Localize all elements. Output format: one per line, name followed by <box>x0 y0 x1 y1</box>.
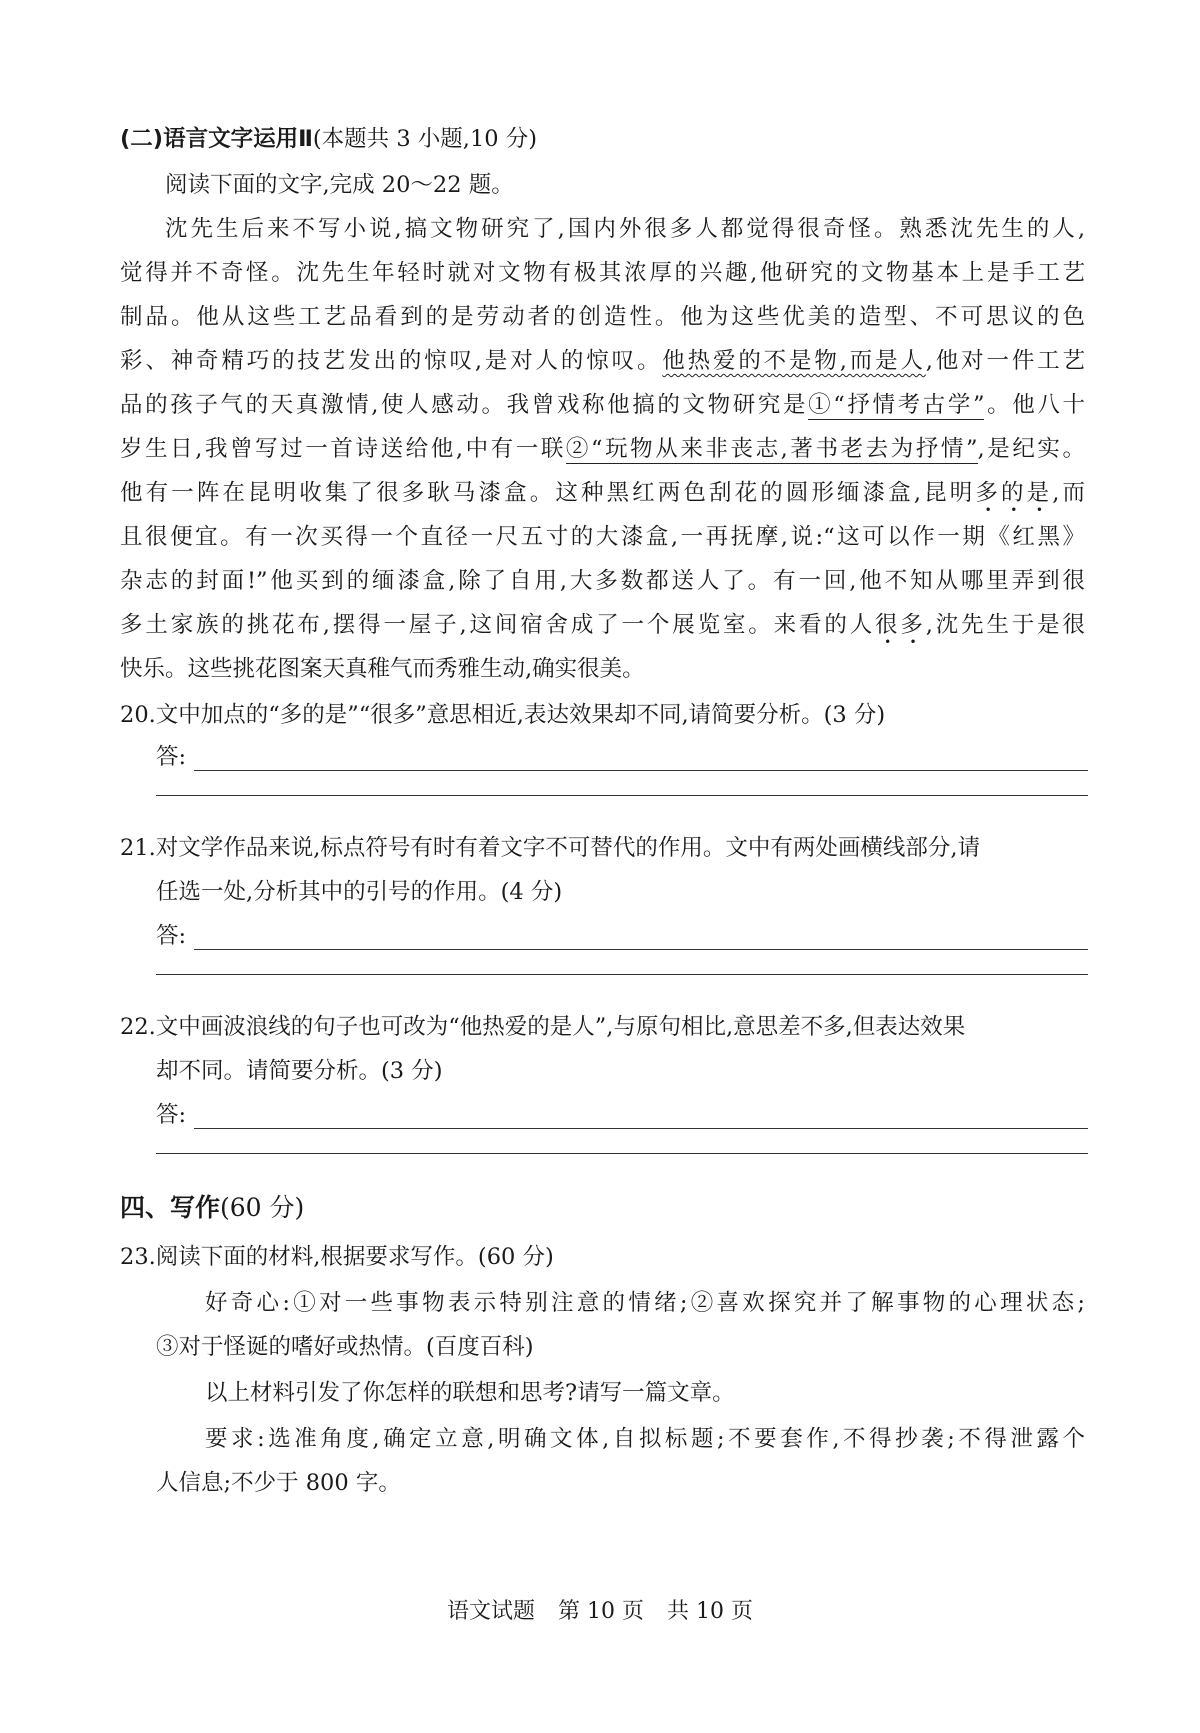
answer-line[interactable] <box>194 770 1088 771</box>
underlined-phrase-1: ①“抒情考古学” <box>808 392 985 418</box>
passage-line: 觉得并不奇怪。沈先生年轻时就对文物有极其浓厚的兴趣,他研究的文物基本上是手工艺 <box>120 260 1085 286</box>
passage-line: 杂志的封面!”他买到的缅漆盒,除了自用,大多数都送人了。有一回,他不知从哪里弄到很 <box>120 568 1085 594</box>
passage-line: 快乐。这些挑花图案天真稚气而秀雅生动,确实很美。 <box>120 656 645 682</box>
question-22-cont: 却不同。请简要分析。(3 分) <box>156 1058 443 1084</box>
question-21: 21.对文学作品来说,标点符号有时有着文字不可替代的作用。文中有两处画横线部分,请 <box>120 835 981 861</box>
question-22: 22.文中画波浪线的句子也可改为“他热爱的是人”,与原句相比,意思差不多,但表达效果 <box>120 1014 966 1040</box>
answer-label: 答: <box>156 744 187 770</box>
footer-total-pages: 共 10 页 <box>667 1599 753 1624</box>
answer-row-20[interactable] <box>156 742 1088 772</box>
answer-row-22[interactable] <box>156 1100 1088 1130</box>
dotted-char: 多 <box>900 612 926 638</box>
answer-line[interactable] <box>156 1153 1088 1154</box>
answer-line[interactable] <box>156 795 1088 796</box>
material-line: 好奇心:①对一些事物表示特别注意的情绪;②喜欢探究并了解事物的心理状态; <box>205 1290 1085 1316</box>
requirement-line: 要求:选准角度,确定立意,明确文体,自拟标题;不要套作,不得抄袭;不得泄露个 <box>205 1426 1085 1452</box>
page-footer <box>0 1594 1200 1625</box>
answer-label: 答: <box>156 923 187 949</box>
reading-instruction: 阅读下面的文字,完成 20～22 题。 <box>165 172 514 198</box>
underlined-phrase-2: ②“玩物从来非丧志,著书老去为抒情” <box>565 436 978 462</box>
passage-line: 岁生日,我曾写过一首诗送给他,中有一联②“玩物从来非丧志,著书老去为抒情”,是纪实。 <box>120 436 1085 462</box>
passage-line: 制品。他从这些工艺品看到的是劳动者的创造性。他为这些优美的造型、不可思议的色 <box>120 304 1085 330</box>
question-23: 23.阅读下面的材料,根据要求写作。(60 分) <box>120 1244 554 1270</box>
answer-row-21[interactable] <box>156 921 1088 951</box>
writing-score-note: (60 分) <box>220 1193 305 1222</box>
requirement-line: 人信息;不少于 800 字。 <box>156 1470 401 1496</box>
passage-line: 品的孩子气的天真激情,使人感动。我曾戏称他搞的文物研究是①“抒情考古学”。他八十 <box>120 392 1085 418</box>
passage-line: 沈先生后来不写小说,搞文物研究了,国内外很多人都觉得很奇怪。熟悉沈先生的人, <box>165 216 1085 242</box>
answer-label: 答: <box>156 1102 187 1128</box>
passage-line: 且很便宜。有一次买得一个直径一尺五寸的大漆盒,一再抚摩,说:“这可以作一期《红黑》 <box>120 524 1085 550</box>
dotted-char: 多 <box>975 480 1001 506</box>
dotted-char: 很 <box>875 612 901 638</box>
dotted-char: 是 <box>1026 480 1053 506</box>
footer-subject: 语文试题 <box>447 1599 536 1624</box>
section-title: (二)语言文字运用Ⅱ <box>120 126 313 152</box>
section-score-note: (本题共 3 小题,10 分) <box>312 126 538 152</box>
passage-line: 多土家族的挑花布,摆得一屋子,这间宿舍成了一个展览室。来看的人很多,沈先生于是很 <box>120 612 1085 638</box>
writing-section-title: 四、写作 <box>120 1193 221 1222</box>
passage-line: 他有一阵在昆明收集了很多耿马漆盒。这种黑红两色刮花的圆形缅漆盒,昆明多的是,而 <box>120 480 1085 506</box>
question-21-cont: 任选一处,分析其中的引号的作用。(4 分) <box>156 879 563 905</box>
material-line: ③对于怪诞的嗜好或热情。(百度百科) <box>156 1334 534 1360</box>
prompt-line: 以上材料引发了你怎样的联想和思考?请写一篇文章。 <box>205 1380 735 1406</box>
wavy-underlined-sentence: 他热爱的不是物,而是人 <box>662 348 926 374</box>
footer-page-number: 第 10 页 <box>558 1599 644 1624</box>
dotted-char: 的 <box>1000 480 1027 506</box>
writing-section-heading <box>120 1193 304 1223</box>
question-20: 20.文中加点的“多的是”“很多”意思相近,表达效果却不同,请简要分析。(3 分) <box>120 702 886 728</box>
answer-line[interactable] <box>194 949 1088 950</box>
answer-line[interactable] <box>194 1128 1088 1129</box>
passage-line: 彩、神奇精巧的技艺发出的惊叹,是对人的惊叹。他热爱的不是物,而是人,他对一件工艺 <box>120 348 1086 374</box>
section-heading <box>120 124 537 154</box>
answer-line[interactable] <box>156 974 1088 975</box>
